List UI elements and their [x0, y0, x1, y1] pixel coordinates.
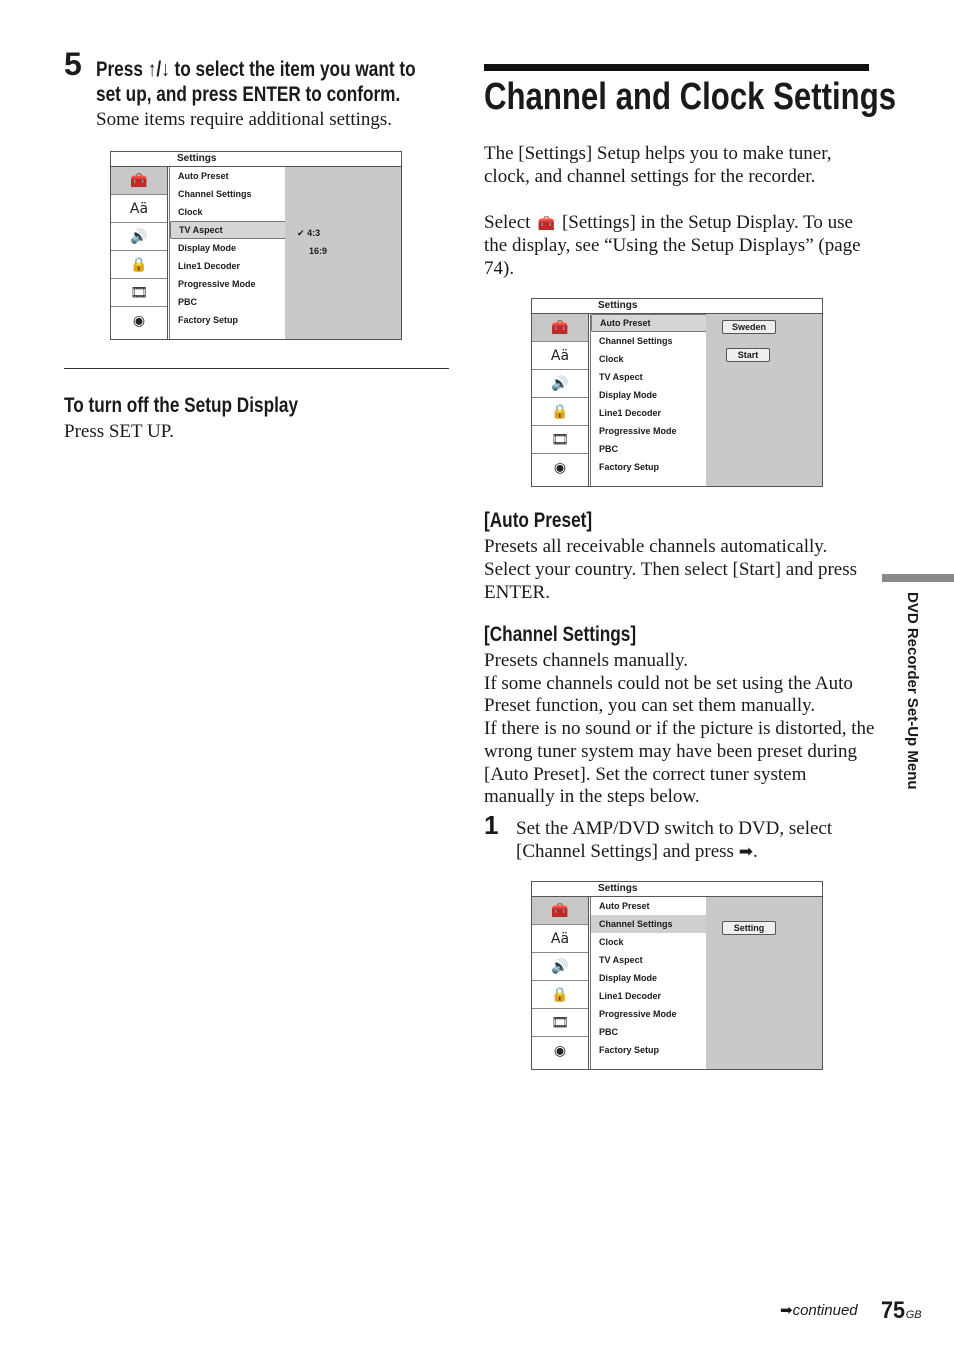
- right-arrow-icon: ➡: [738, 842, 753, 862]
- menu-item-clock[interactable]: Clock: [178, 207, 203, 217]
- menu-item-pbc[interactable]: PBC: [599, 444, 619, 454]
- page-number-suffix: GB: [905, 1309, 922, 1321]
- setting-button[interactable]: Setting: [722, 921, 776, 935]
- option-label: 16:9: [309, 246, 328, 256]
- setup-screen-auto-preset: [531, 298, 823, 487]
- step5-prefix: Press: [96, 58, 143, 81]
- icon-column: [532, 314, 589, 486]
- menu-item-progressive-mode[interactable]: Progressive Mode: [178, 279, 256, 289]
- settings-tab[interactable]: [532, 314, 588, 342]
- step5-note: Some items require additional settings.: [96, 109, 393, 130]
- step-number-5: 5: [64, 46, 82, 82]
- language-tab[interactable]: [111, 195, 167, 223]
- step1-period: .: [752, 841, 758, 862]
- auto-preset-line2: Select your country. Then select [Start] and press: [484, 559, 858, 580]
- screen-title: Settings: [598, 883, 638, 894]
- setup-screen-channel-settings: [531, 881, 823, 1070]
- film-icon: 🎞: [130, 284, 148, 301]
- recording-tab[interactable]: [111, 279, 167, 307]
- setup-screen-tv-aspect: [110, 151, 402, 340]
- step5-instruction-line1: [96, 58, 416, 82]
- option-16-9[interactable]: [309, 246, 327, 256]
- film-icon: 🎞: [551, 431, 569, 448]
- select-rest: [Settings] in the Setup Display. To use: [561, 212, 853, 233]
- disc-tab[interactable]: [532, 1037, 588, 1064]
- language-icon: Aä: [550, 347, 570, 364]
- channel-settings-line3: Preset function, you can set them manually.: [484, 695, 816, 716]
- channel-settings-line6: [Auto Preset]. Set the correct tuner system: [484, 764, 807, 785]
- lock-icon: 🔒: [551, 403, 569, 420]
- start-button[interactable]: Start: [726, 348, 770, 362]
- toolbox-icon: 🧰: [551, 319, 569, 336]
- country-button[interactable]: Sweden: [722, 320, 776, 334]
- speaker-icon: 🔊: [551, 375, 569, 392]
- step1-line1: Set the AMP/DVD switch to DVD, select: [516, 818, 833, 839]
- options-panel: [285, 167, 401, 339]
- step-number-1: 1: [484, 810, 499, 840]
- select-line3: 74).: [484, 258, 515, 279]
- speaker-icon: 🔊: [130, 228, 148, 245]
- menu-item-clock[interactable]: Clock: [599, 354, 624, 364]
- auto-preset-line1: Presets all receivable channels automatically.: [484, 536, 828, 557]
- disc-icon: ◉: [553, 1042, 567, 1059]
- menu-item-line1-decoder[interactable]: Line1 Decoder: [599, 991, 662, 1001]
- settings-tab[interactable]: [532, 897, 588, 925]
- parental-tab[interactable]: [532, 981, 588, 1009]
- settings-menu: [590, 897, 707, 1069]
- channel-settings-heading: [Channel Settings]: [484, 623, 637, 646]
- icon-column: [532, 897, 589, 1069]
- continued-arrow-icon: ➡: [780, 1301, 793, 1319]
- lock-icon: 🔒: [551, 986, 569, 1003]
- toolbox-icon: 🧰: [537, 216, 555, 232]
- toolbox-icon: 🧰: [551, 902, 569, 919]
- menu-item-display-mode[interactable]: Display Mode: [599, 390, 658, 400]
- disc-icon: ◉: [553, 459, 567, 476]
- language-icon: Aä: [129, 200, 149, 217]
- parental-tab[interactable]: [532, 398, 588, 426]
- menu-item-display-mode[interactable]: Display Mode: [178, 243, 237, 253]
- menu-item-channel-settings[interactable]: Channel Settings: [591, 915, 707, 933]
- turn-off-text: Press SET UP.: [64, 421, 174, 442]
- settings-menu: [169, 167, 286, 339]
- side-tab-bar: [882, 574, 954, 582]
- step1-text: [Channel Settings] and press: [516, 841, 734, 862]
- language-tab[interactable]: [532, 342, 588, 370]
- menu-item-tv-aspect[interactable]: TV Aspect: [170, 221, 286, 239]
- disc-tab[interactable]: [111, 307, 167, 334]
- recording-tab[interactable]: [532, 426, 588, 454]
- select-line1: [484, 211, 853, 236]
- screen-title: Settings: [598, 300, 638, 311]
- menu-item-channel-settings[interactable]: Channel Settings: [178, 189, 252, 199]
- channel-settings-line1: Presets channels manually.: [484, 650, 689, 671]
- language-tab[interactable]: [532, 925, 588, 953]
- language-icon: Aä: [550, 930, 570, 947]
- icon-column: [111, 167, 168, 339]
- menu-item-factory-setup[interactable]: Factory Setup: [178, 315, 239, 325]
- menu-item-pbc[interactable]: PBC: [599, 1027, 619, 1037]
- audio-tab[interactable]: [532, 953, 588, 981]
- menu-item-factory-setup[interactable]: Factory Setup: [599, 1045, 660, 1055]
- step1-line2: [516, 840, 758, 864]
- audio-tab[interactable]: [111, 223, 167, 251]
- screen-title: Settings: [177, 153, 217, 164]
- menu-item-auto-preset[interactable]: Auto Preset: [178, 171, 229, 181]
- continued-note: [780, 1301, 858, 1319]
- menu-item-line1-decoder[interactable]: Line1 Decoder: [178, 261, 241, 271]
- menu-item-progressive-mode[interactable]: Progressive Mode: [599, 1009, 677, 1019]
- channel-settings-line5: wrong tuner system may have been preset during: [484, 741, 858, 762]
- option-4-3[interactable]: [297, 228, 320, 239]
- menu-item-auto-preset[interactable]: Auto Preset: [599, 901, 650, 911]
- step5-instruction-line2: set up, and press ENTER to conform.: [96, 83, 401, 106]
- toolbox-icon: 🧰: [130, 172, 148, 189]
- intro-text: The [Settings] Setup helps you to make tuner, clock, and channel settings for the recorder.: [484, 143, 832, 187]
- film-icon: 🎞: [551, 1014, 569, 1031]
- menu-item-factory-setup[interactable]: Factory Setup: [599, 462, 660, 472]
- menu-item-channel-settings[interactable]: Channel Settings: [599, 336, 673, 346]
- menu-item-tv-aspect[interactable]: TV Aspect: [599, 955, 643, 965]
- options-panel: [706, 897, 822, 1069]
- section-divider: [64, 368, 449, 369]
- parental-tab[interactable]: [111, 251, 167, 279]
- channel-settings-line2: If some channels could not be set using the Auto: [484, 673, 853, 694]
- step5-rest: to select the item you want to: [174, 58, 416, 81]
- up-down-arrows-icon: ↑/↓: [147, 58, 170, 81]
- speaker-icon: 🔊: [551, 958, 569, 975]
- option-label: 4:3: [307, 228, 321, 238]
- menu-item-auto-preset[interactable]: Auto Preset: [591, 314, 707, 332]
- lock-icon: 🔒: [130, 256, 148, 273]
- page-title: Channel and Clock Settings: [484, 76, 897, 118]
- menu-item-display-mode[interactable]: Display Mode: [599, 973, 658, 983]
- disc-icon: ◉: [132, 312, 146, 329]
- title-rule: [484, 64, 869, 71]
- page-number-value: 75: [881, 1297, 906, 1324]
- side-tab-label: [904, 592, 921, 790]
- select-line2: the display, see “Using the Setup Displays” (page: [484, 235, 861, 256]
- page-number: [881, 1297, 922, 1325]
- disc-tab[interactable]: [532, 454, 588, 481]
- menu-item-clock[interactable]: Clock: [599, 937, 624, 947]
- settings-tab[interactable]: [111, 167, 167, 195]
- menu-item-progressive-mode[interactable]: Progressive Mode: [599, 426, 677, 436]
- channel-settings-line7: manually in the steps below.: [484, 786, 700, 807]
- turn-off-heading: To turn off the Setup Display: [64, 394, 299, 417]
- recording-tab[interactable]: [532, 1009, 588, 1037]
- auto-preset-line3: ENTER.: [484, 582, 550, 603]
- options-panel: [706, 314, 822, 486]
- audio-tab[interactable]: [532, 370, 588, 398]
- select-prefix: Select: [484, 212, 531, 233]
- settings-menu: [590, 314, 707, 486]
- channel-settings-line4: If there is no sound or if the picture is distorted, the: [484, 718, 875, 739]
- menu-item-tv-aspect[interactable]: TV Aspect: [599, 372, 643, 382]
- menu-item-pbc[interactable]: PBC: [178, 297, 198, 307]
- menu-item-line1-decoder[interactable]: Line1 Decoder: [599, 408, 662, 418]
- side-tab-text: DVD Recorder Set-Up Menu: [904, 592, 921, 790]
- check-icon: ✔: [297, 228, 305, 238]
- continued-text: continued: [792, 1302, 858, 1319]
- auto-preset-heading: [Auto Preset]: [484, 509, 593, 532]
